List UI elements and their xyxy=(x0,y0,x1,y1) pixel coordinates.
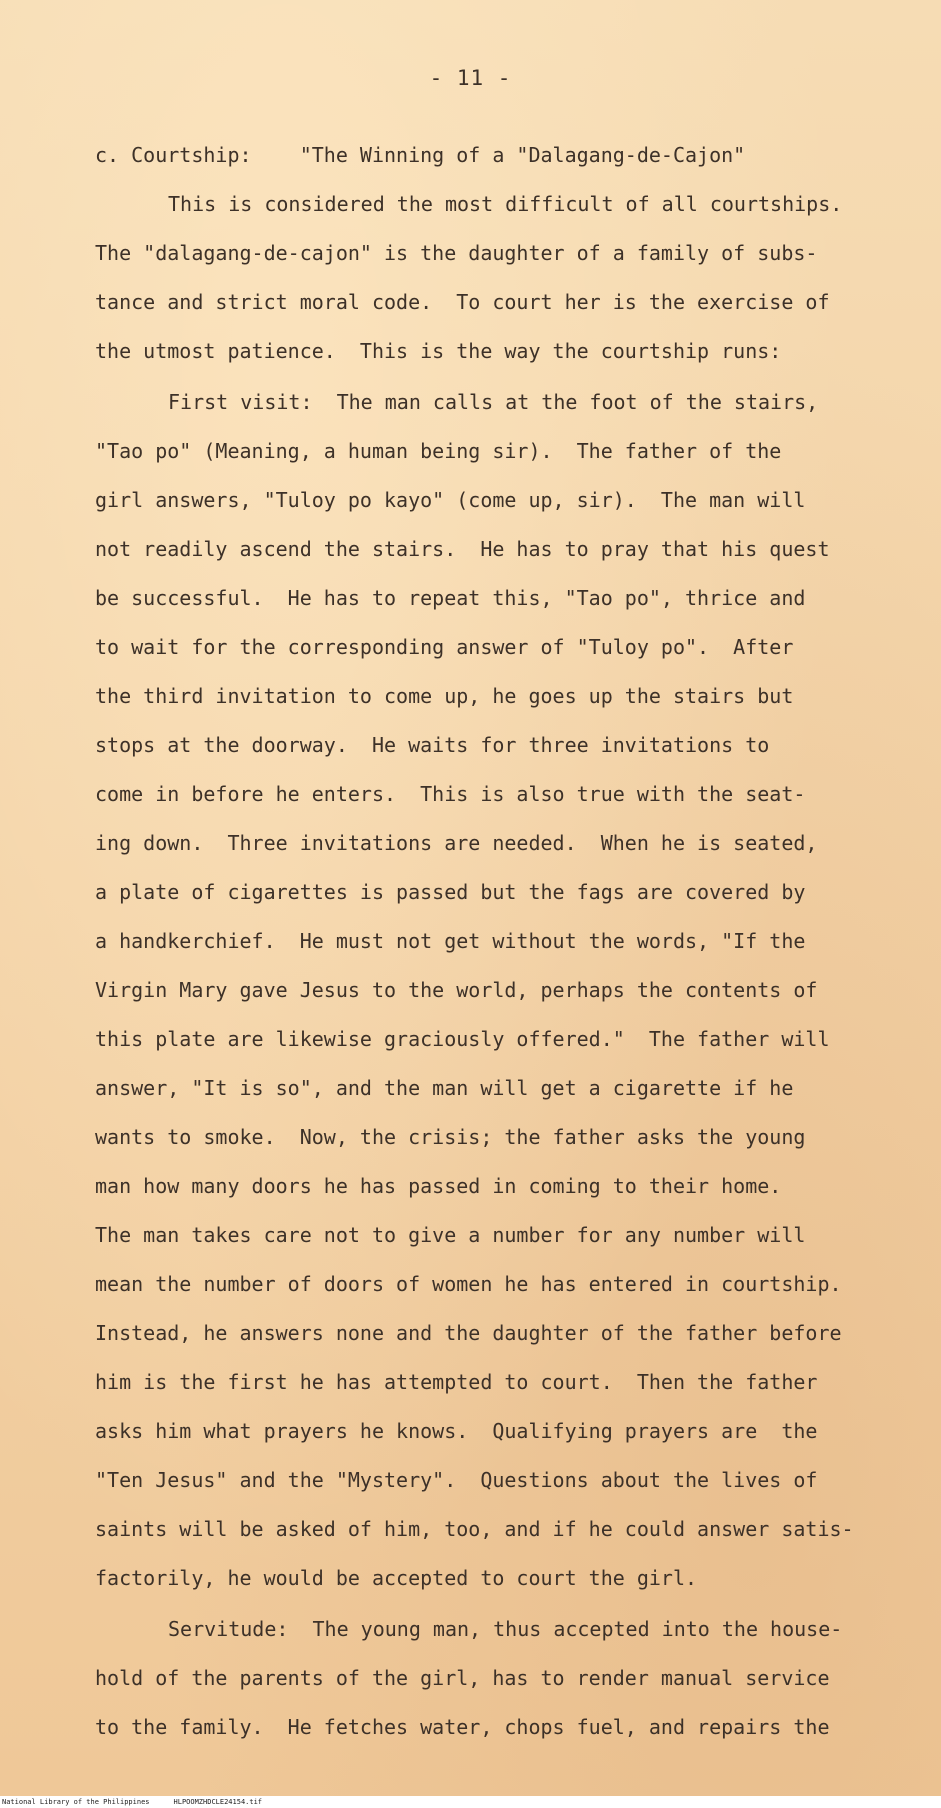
paragraph-line: saints will be asked of him, too, and if he could answer satis- xyxy=(95,1517,854,1541)
paragraph-line: to the family. He fetches water, chops fuel, and repairs the xyxy=(95,1715,830,1739)
paragraph-line: not readily ascend the stairs. He has to pray that his quest xyxy=(95,537,830,561)
paragraph-line: tance and strict moral code. To court her is the exercise of xyxy=(95,290,830,314)
paragraph-line: the third invitation to come up, he goes up the stairs but xyxy=(95,684,794,708)
section-title: c. Courtship: "The Winning of a "Dalagang-de-Cajon" xyxy=(95,143,746,167)
paragraph-line: "Ten Jesus" and the "Mystery". Questions about the lives of xyxy=(95,1468,818,1492)
paragraph-line: a plate of cigarettes is passed but the fags are covered by xyxy=(95,880,806,904)
paragraph-line: a handkerchief. He must not get without the words, "If the xyxy=(95,929,806,953)
scan-footer xyxy=(0,1796,941,1808)
footer-library-name: National Library of the Philippines xyxy=(2,1798,150,1806)
paragraph-line: girl answers, "Tuloy po kayo" (come up, sir). The man will xyxy=(95,488,806,512)
paragraph-line: This is considered the most difficult of all courtships. xyxy=(168,192,843,216)
paragraph-line: factorily, he would be accepted to court the girl. xyxy=(95,1566,698,1590)
paragraph-line: "Tao po" (Meaning, a human being sir). The father of the xyxy=(95,439,782,463)
footer-file-id: HLPOOMZHDCLE24154.tif xyxy=(173,1798,263,1806)
paragraph-line: to wait for the corresponding answer of "Tuloy po". After xyxy=(95,635,794,659)
paragraph-line: answer, "It is so", and the man will get a cigarette if he xyxy=(95,1076,794,1100)
paragraph-line: The man takes care not to give a number for any number will xyxy=(95,1223,806,1247)
paragraph-line: ing down. Three invitations are needed. When he is seated, xyxy=(95,831,818,855)
page-number: - 11 - xyxy=(429,66,512,90)
paragraph-line: man how many doors he has passed in coming to their home. xyxy=(95,1174,782,1198)
paragraph-line: come in before he enters. This is also true with the seat- xyxy=(95,782,806,806)
paragraph-line: him is the first he has attempted to court. Then the father xyxy=(95,1370,818,1394)
paragraph-line: the utmost patience. This is the way the courtship runs: xyxy=(95,339,782,363)
paragraph-line: this plate are likewise graciously offered." The father will xyxy=(95,1027,830,1051)
paragraph-line: stops at the doorway. He waits for three invitations to xyxy=(95,733,770,757)
paragraph-line: asks him what prayers he knows. Qualifying prayers are the xyxy=(95,1419,818,1443)
paragraph-line: be successful. He has to repeat this, "Tao po", thrice and xyxy=(95,586,806,610)
paragraph-line: wants to smoke. Now, the crisis; the father asks the young xyxy=(95,1125,806,1149)
paragraph-line: mean the number of doors of women he has entered in courtship. xyxy=(95,1272,842,1296)
paragraph-line: First visit: The man calls at the foot of the stairs, xyxy=(168,390,819,414)
paragraph-line: Virgin Mary gave Jesus to the world, perhaps the contents of xyxy=(95,978,818,1002)
paragraph-line: Instead, he answers none and the daughter of the father before xyxy=(95,1321,842,1345)
paragraph-line: hold of the parents of the girl, has to render manual service xyxy=(95,1666,830,1690)
paragraph-line: The "dalagang-de-cajon" is the daughter of a family of subs- xyxy=(95,241,818,265)
paragraph-line: Servitude: The young man, thus accepted into the house- xyxy=(168,1617,843,1641)
